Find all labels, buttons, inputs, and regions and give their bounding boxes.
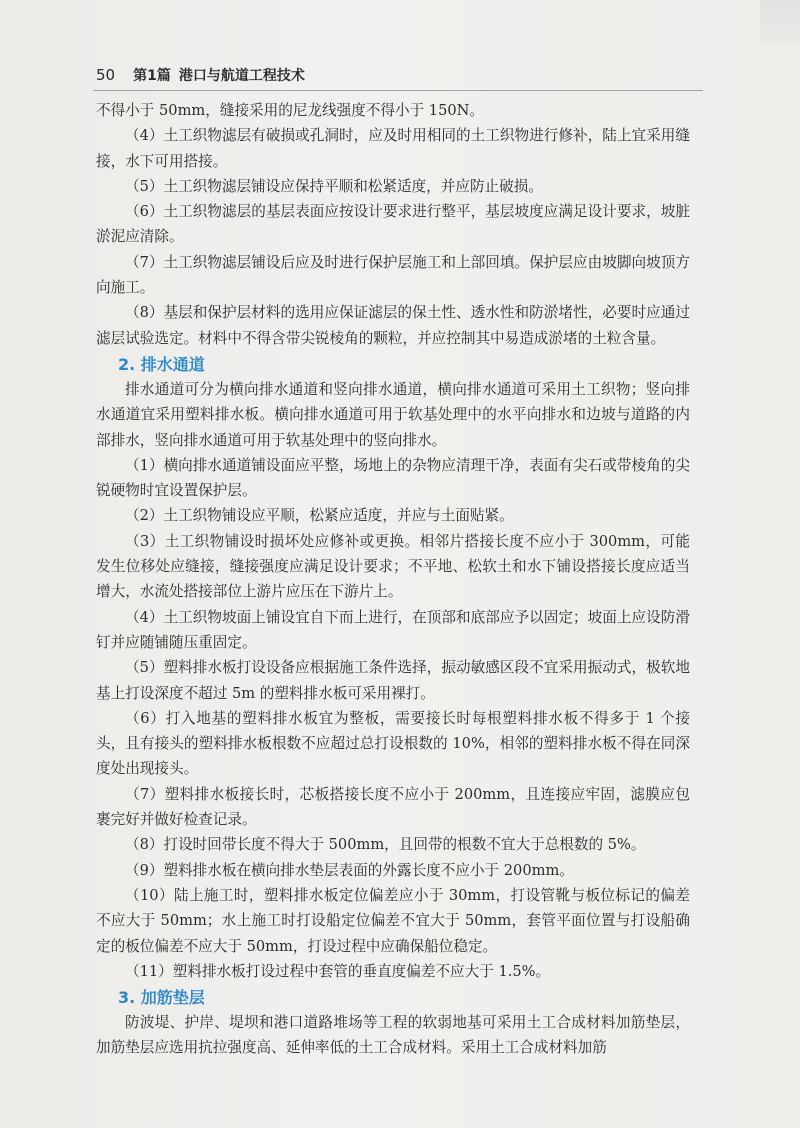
paragraph: （5）土工织物滤层铺设应保持平顺和松紧适度，并应防止破损。 bbox=[125, 177, 543, 195]
paragraph: （8）基层和保护层材料的选用应保证滤层的保土性、透水性和防淤堵性，必要时应通过滤层试验选定。材料中不得含带尖锐棱角的颗粒，并应控制其中易造成淤堵的土粒含量。 bbox=[96, 304, 690, 347]
paragraph: （2）土工织物铺设应平顺，松紧应适度，并应与土面贴紧。 bbox=[125, 507, 514, 525]
paragraph: （6）土工织物滤层的基层表面应按设计要求进行整平，基层坡度应满足设计要求，坡脏淤泥应清除。 bbox=[96, 203, 690, 246]
paragraph: 不得小于 50mm，缝接采用的尼龙线强度不得小于 150N。 bbox=[96, 102, 485, 119]
paragraph: （9）塑料排水板在横向排水垫层表面的外露长度不应小于 200mm。 bbox=[125, 861, 574, 879]
paragraph: （11）塑料排水板打设过程中套管的垂直度偏差不应大于 1.5%。 bbox=[125, 962, 551, 980]
header-rule bbox=[93, 90, 703, 91]
book-title: 港口与航道工程技术 bbox=[178, 68, 305, 84]
paragraph: （1）横向排水通道铺设面应平整，场地上的杂物应清理干净，表面有尖石或带棱角的尖锐硬物时宜设置保护层。 bbox=[96, 456, 690, 500]
page-corner-mark bbox=[760, 0, 800, 44]
paragraph: （8）打设时回带长度不得大于 500mm，且回带的根数不宜大于总根数的 5%。 bbox=[125, 836, 646, 854]
section-heading: 2. 排水通道 bbox=[118, 354, 205, 374]
paragraph: （7）塑料排水板接长时，芯板搭接长度不应小于 200mm，且连接应牢固，滤膜应包裹完好并做好检查记录。 bbox=[96, 785, 690, 829]
paragraph: （6）打入地基的塑料排水板宜为整板，需要接长时每根塑料排水板不得多于 1 个接头，且有接头的塑料排水板根数不应超过总打设根数的 10%，相邻的塑料排水板不得在同深度处出现接头。 bbox=[96, 709, 690, 778]
paragraph: （3）土工织物铺设时损坏处应修补或更换。相邻片搭接长度不应小于 300mm，可能发生位移处应缝接，缝接强度应满足设计要求；不平地、松软土和水下铺设搭接长度应适当增大，水流处搭接部位上游片应压在下游片上。 bbox=[96, 532, 690, 601]
paragraph: 防波堤、护岸、堤坝和港口道路堆场等工程的软弱地基可采用土工合成材料加筋垫层，加筋垫层应选用抗拉强度高、延伸率低的土工合成材料。采用土工合成材料加筋 bbox=[96, 1014, 690, 1057]
page-body bbox=[96, 98, 690, 1061]
paragraph: （4）土工织物坡面上铺设宜自下而上进行，在顶部和底部应予以固定；坡面上应设防滑钉并应随铺随压重固定。 bbox=[96, 608, 690, 651]
paragraph: 排水通道可分为横向排水通道和竖向排水通道，横向排水通道可采用土工织物；竖向排水通道宜采用塑料排水板。横向排水通道可用于软基处理中的水平向排水和边坡与道路的内部排水，竖向排水通道可用于软基处理中的竖向排水。 bbox=[96, 380, 690, 449]
page-number: 50 bbox=[96, 66, 116, 84]
paragraph: （4）土工织物滤层有破损或孔洞时，应及时用相同的土工织物进行修补，陆上宜采用缝接，水下可用搭接。 bbox=[96, 127, 690, 170]
paragraph: （7）土工织物滤层铺设后应及时进行保护层施工和上部回填。保护层应由坡脚向坡顶方向施工。 bbox=[96, 253, 690, 297]
running-header bbox=[96, 64, 696, 86]
paragraph: （5）塑料排水板打设设备应根据施工条件选择，振动敏感区段不宜采用振动式，极软地基上打设深度不超过 5m 的塑料排水板可采用裸打。 bbox=[96, 659, 690, 702]
part-label: 第1篇 bbox=[133, 68, 171, 84]
section-heading: 3. 加筋垫层 bbox=[118, 988, 205, 1008]
paragraph: （10）陆上施工时，塑料排水板定位偏差应小于 30mm，打设管靴与板位标记的偏差不应大于 50mm；水上施工时打设船定位偏差不宜大于 50mm，套管平面位置与打设船确定的板位偏差不应大于 50mm，打设过程中应确保船位稳定。 bbox=[96, 886, 690, 955]
